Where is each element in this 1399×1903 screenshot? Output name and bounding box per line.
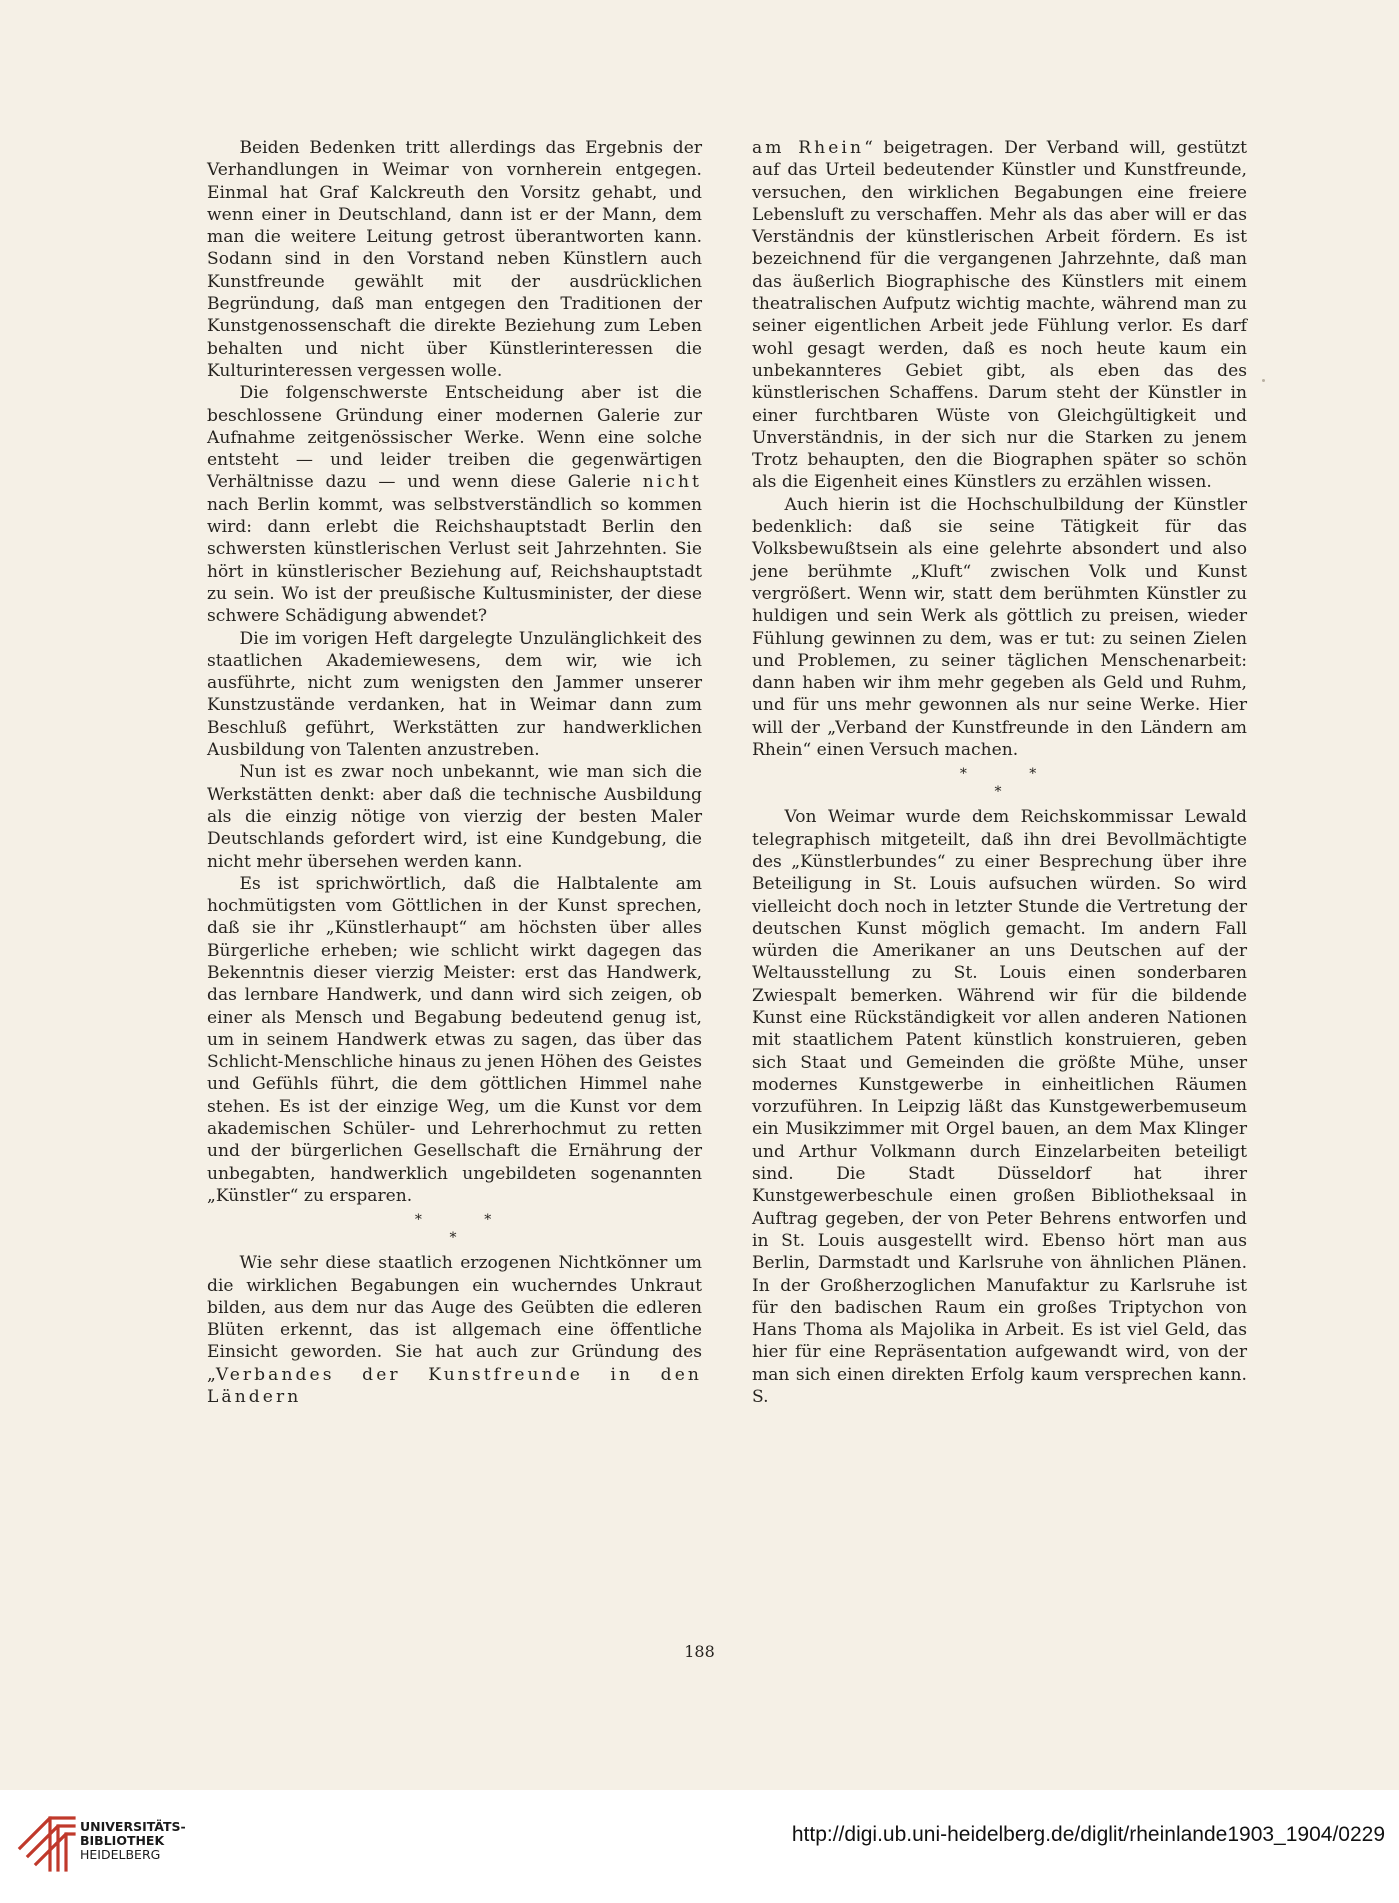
- page-number: 188: [684, 1642, 715, 1661]
- emphasized-text: am Rhein: [752, 138, 865, 158]
- asterisk: *: [994, 784, 1002, 801]
- library-name-line: UNIVERSITÄTS-: [80, 1819, 186, 1834]
- scan-speck: [1262, 379, 1265, 382]
- paragraph: Es ist sprichwörtlich, daß die Halbtalente am hochmütigsten vom Göttlichen in der Kunst sprechen, daß sie ihr „Künstlerhaupt“ am höchsten über alles Bürgerliche erheben; wie schlicht wirkt dagegen das Bekenntnis dieser vierzig Meister: erst das Handwerk, das lernbare Handwerk, und dann wird sich zeigen, ob einer als Mensch und Begabung bedeutend genug ist, um in seinem Handwerk etwas zu sagen, das über das Schlicht-Menschliche hinaus zu jenen Höhen des Geistes und Gefühls führt, die dem göttlichen Himmel nahe stehen. Es ist der einzige Weg, um die Kunst vor dem akademischen Schüler- und Lehrerhochmut zu retten und der bürgerlichen Gesellschaft die Ernährung der unbegabten, handwerklich ungebildeten sogenannten „Künstler“ zu ersparen.: [207, 873, 702, 1206]
- asterisk: *: [484, 1212, 492, 1229]
- paragraph-text: “ beigetragen. Der Verband will, gestützt auf das Urteil bedeutender Künstler und Kunstfreunde, versuchen, den wirklichen Begabungen eine freiere Lebensluft zu verschaffen. Mehr als das aber will er das Verständnis der künstlerischen Arbeit fördern. Es ist bezeichnend für die vergangenen Jahrzehnte, daß man das äußerlich Biographische des Künstlers mit einem theatralischen Aufputz wichtig machte, während man zu seiner eigentlichen Arbeit jede Fühlung verlor. Es darf wohl gesagt werden, daß es noch heute kaum ein unbekannteres Gebiet gibt, als eben das des künstlerischen Schaffens. Darum steht der Künstler in einer furchtbaren Wüste von Gleichgültigkeit und Unverständnis, in der sich nur die Starken zu jenem Trotz behaupten, den die Biographen später so schön als die Eigenheit eines Künstlers zu erzählen wissen.: [752, 138, 1247, 493]
- section-separator: [752, 761, 1247, 806]
- paragraph-text: Die folgenschwerste Entscheidung aber ist die beschlossene Gründung einer modernen Galerie zur Aufnahme zeitgenössischer Werke. Wenn eine solche entsteht — und leider treiben die gegenwärtigen Verhältnisse dazu — und wenn diese Galerie: [207, 383, 702, 493]
- emphasized-text: nicht: [642, 472, 703, 493]
- document-url-link[interactable]: http://digi.ub.uni-heidelberg.de/diglit/rheinlande1903_1904/0229: [791, 1823, 1385, 1846]
- paragraph: [207, 382, 702, 627]
- emphasized-text: Verbandes der Kunstfreunde in den Ländern: [207, 1364, 702, 1408]
- paragraph: Die im vorigen Heft dargelegte Unzulänglichkeit des staatlichen Akademiewesens, dem wir, wie ich ausführte, nicht zum wenigsten den Jammer unserer Kunstzustände verdanken, hat in Weimar dann zum Beschluß geführt, Werkstätten zur handwerklichen Ausbildung von Talenten anzustreben.: [207, 628, 702, 761]
- library-name-line: BIBLIOTHEK: [80, 1833, 165, 1848]
- left-column: [207, 137, 702, 1408]
- asterisk: *: [449, 1230, 457, 1247]
- asterisk: *: [1029, 766, 1037, 783]
- section-separator: [207, 1207, 702, 1252]
- paragraph: [207, 1252, 702, 1408]
- paragraph: Auch hierin ist die Hochschulbildung der Künstler bedenklich: daß sie seine Tätigkeit für das Volksbewußtsein als eine gelehrte absondert und also jene berühmte „Kluft“ zwischen Volk und Kunst vergrößert. Wenn wir, statt dem berühmten Künstler zu huldigen und sein Werk als göttlich zu preisen, wieder Fühlung gewinnen zu dem, was er tut: zu seinen Zielen und Problemen, zu seiner täglichen Menschenarbeit: dann haben wir ihm mehr gegeben als Geld und Ruhm, und für uns mehr gewonnen als nur seine Werke. Hier will der „Verband der Kunstfreunde in den Ländern am Rhein“ einen Versuch machen.: [752, 494, 1247, 761]
- paragraph: Beiden Bedenken tritt allerdings das Ergebnis der Verhandlungen in Weimar von vornherein entgegen. Einmal hat Graf Kalckreuth den Vorsitz gehabt, und wenn einer in Deutschland, dann ist er der Mann, dem man die weitere Leitung getrost überantworten kann. Sodann sind in den Vorstand neben Künstlern auch Kunstfreunde gewählt mit der ausdrücklichen Begründung, daß man entgegen den Traditionen der Kunstgenossenschaft die direkte Beziehung zum Leben behalten und nicht über Künstlerinteressen die Kulturinteressen vergessen wolle.: [207, 138, 702, 381]
- library-name-line: HEIDELBERG: [80, 1847, 161, 1862]
- library-logo-icon: [14, 1808, 78, 1872]
- paragraph: Nun ist es zwar noch unbekannt, wie man sich die Werkstätten denkt: aber daß die technische Ausbildung als die einzig nötige von vierzig der besten Maler Deutschlands gefordert wird, ist eine Kundgebung, die nicht mehr übersehen werden kann.: [207, 762, 702, 872]
- right-column: [752, 137, 1247, 1408]
- asterisk: *: [959, 766, 967, 783]
- footer-bar: [0, 1790, 1399, 1903]
- paragraph: Von Weimar wurde dem Reichskommissar Lewald telegraphisch mitgeteilt, daß ihn drei Bevollmächtigte des „Künstlerbundes“ zu einer Besprechung über ihre Beteiligung in St. Louis aufsuchen würden. So wird vielleicht doch noch in letzter Stunde die Vertretung der deutschen Kunst möglich gemacht. Im andern Fall würden die Amerikaner an uns Deutschen auf der Weltausstellung zu St. Louis einen sonderbaren Zwiespalt bemerken. Während wir für die bildende Kunst eine Rückständigkeit vor allen anderen Nationen mit staatlichem Patent künstlich konstruieren, geben sich Staat und Gemeinden die größte Mühe, unser modernes Kunstgewerbe in einheitlichen Räumen vorzuführen. In Leipzig läßt das Kunstgewerbemuseum ein Musikzimmer mit Orgel bauen, an dem Max Klinger und Arthur Volkmann durch Einzelarbeiten beteiligt sind. Die Stadt Düsseldorf hat ihrer Kunstgewerbeschule einen großen Bibliotheksaal in Auftrag gegeben, der von Peter Behrens entworfen und in St. Louis ausgestellt wird. Ebenso hört man aus Berlin, Darmstadt und Karlsruhe von ähnlichen Plänen. In der Großherzoglichen Manufaktur zu Karlsruhe ist für den badischen Raum ein großes Triptychon von Hans Thoma als Majolika in Arbeit. Es ist viel Geld, das hier für eine Repräsentation aufgewandt wird, von der man sich einen direkten Erfolg kaum versprechen kann. S.: [752, 807, 1247, 1408]
- library-name: [80, 1820, 186, 1862]
- asterisk: *: [414, 1212, 422, 1229]
- paragraph: [752, 137, 1247, 494]
- paragraph-text: nach Berlin kommt, was selbstverständlich so kommen wird: dann erlebt die Reichshauptstadt Berlin den schwersten künstlerischen Verlust seit Jahrzehnten. Sie hört in künstlerischer Beziehung auf, Reichshauptstadt zu sein. Wo ist der preußische Kultusminister, der diese schwere Schädigung abwendet?: [207, 494, 702, 627]
- paragraph-text: Wie sehr diese staatlich erzogenen Nichtkönner um die wirklichen Begabungen ein wucherndes Unkraut bilden, aus dem nur das Auge des Geübten die edleren Blüten erkennt, das ist allgemach eine öffentliche Einsicht geworden. Sie hat auch zur Gründung des „: [207, 1253, 702, 1385]
